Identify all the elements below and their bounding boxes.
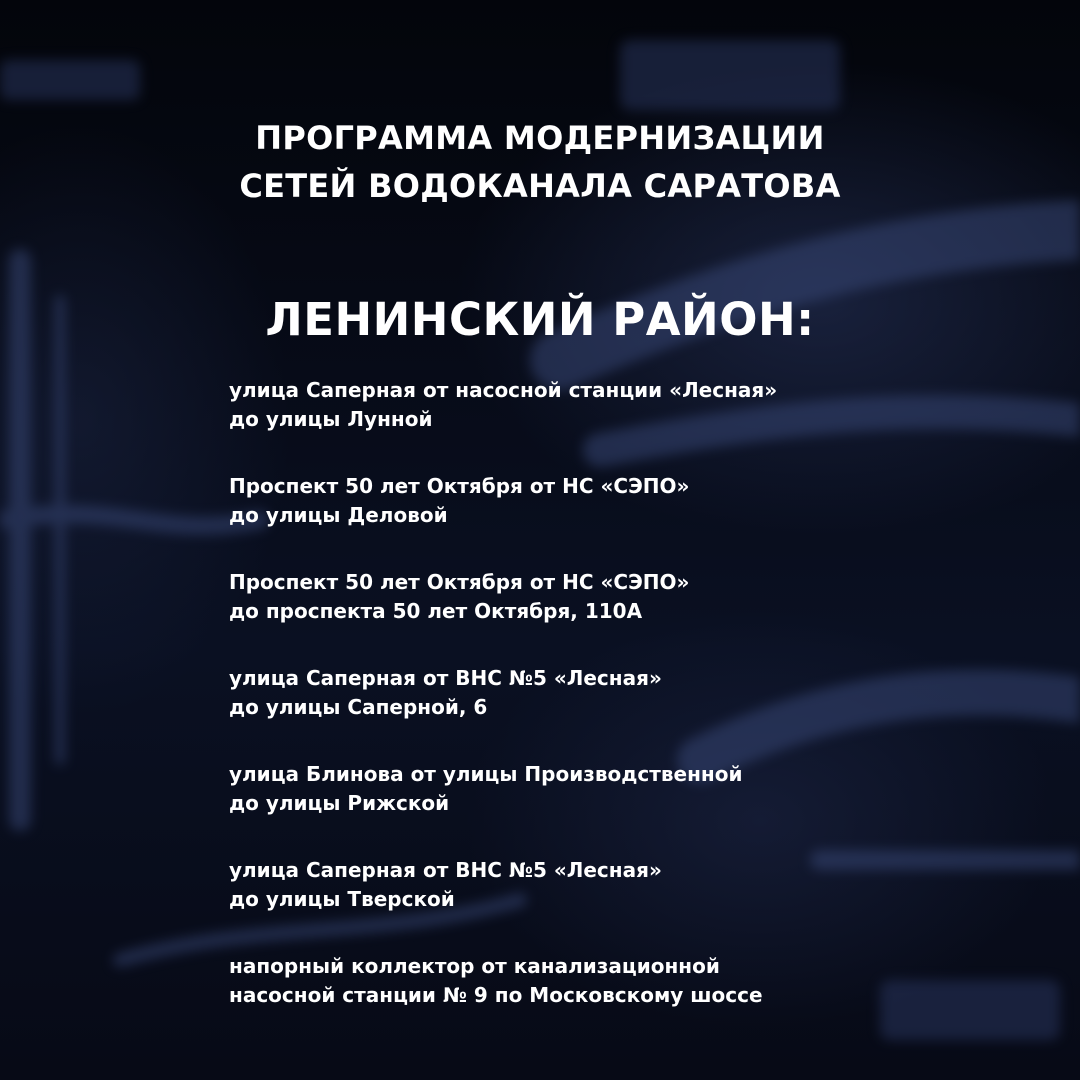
list-item-line-2: до улицы Деловой [229, 503, 448, 527]
list-item-line-2: до улицы Саперной, 6 [229, 695, 488, 719]
list-item-line-1: улица Саперная от насосной станции «Лесная» [229, 378, 778, 402]
list-item-line-2: насосной станции № 9 по Московскому шоссе [229, 983, 763, 1007]
list-item-line-1: напорный коллектор от канализационной [229, 954, 720, 978]
program-title-line-2: СЕТЕЙ ВОДОКАНАЛА САРАТОВА [239, 167, 841, 205]
street-list [229, 376, 1029, 1048]
list-item [229, 856, 1029, 952]
list-item [229, 568, 1029, 664]
list-item-line-2: до проспекта 50 лет Октября, 110А [229, 599, 643, 623]
list-item-line-2: до улицы Рижской [229, 791, 450, 815]
district-title: ЛЕНИНСКИЙ РАЙОН: [265, 293, 815, 346]
list-item-line-1: улица Саперная от ВНС №5 «Лесная» [229, 666, 662, 690]
list-item [229, 760, 1029, 856]
list-item [229, 472, 1029, 568]
list-item-line-2: до улицы Тверской [229, 887, 455, 911]
list-item-line-1: Проспект 50 лет Октября от НС «СЭПО» [229, 474, 690, 498]
list-item-line-2: до улицы Лунной [229, 407, 433, 431]
list-item-line-1: улица Блинова от улицы Производственной [229, 762, 743, 786]
list-item-line-1: Проспект 50 лет Октября от НС «СЭПО» [229, 570, 690, 594]
program-title [0, 114, 1080, 210]
list-item [229, 664, 1029, 760]
program-title-line-1: ПРОГРАММА МОДЕРНИЗАЦИИ [255, 119, 825, 157]
list-item [229, 952, 1029, 1048]
list-item-line-1: улица Саперная от ВНС №5 «Лесная» [229, 858, 662, 882]
list-item [229, 376, 1029, 472]
